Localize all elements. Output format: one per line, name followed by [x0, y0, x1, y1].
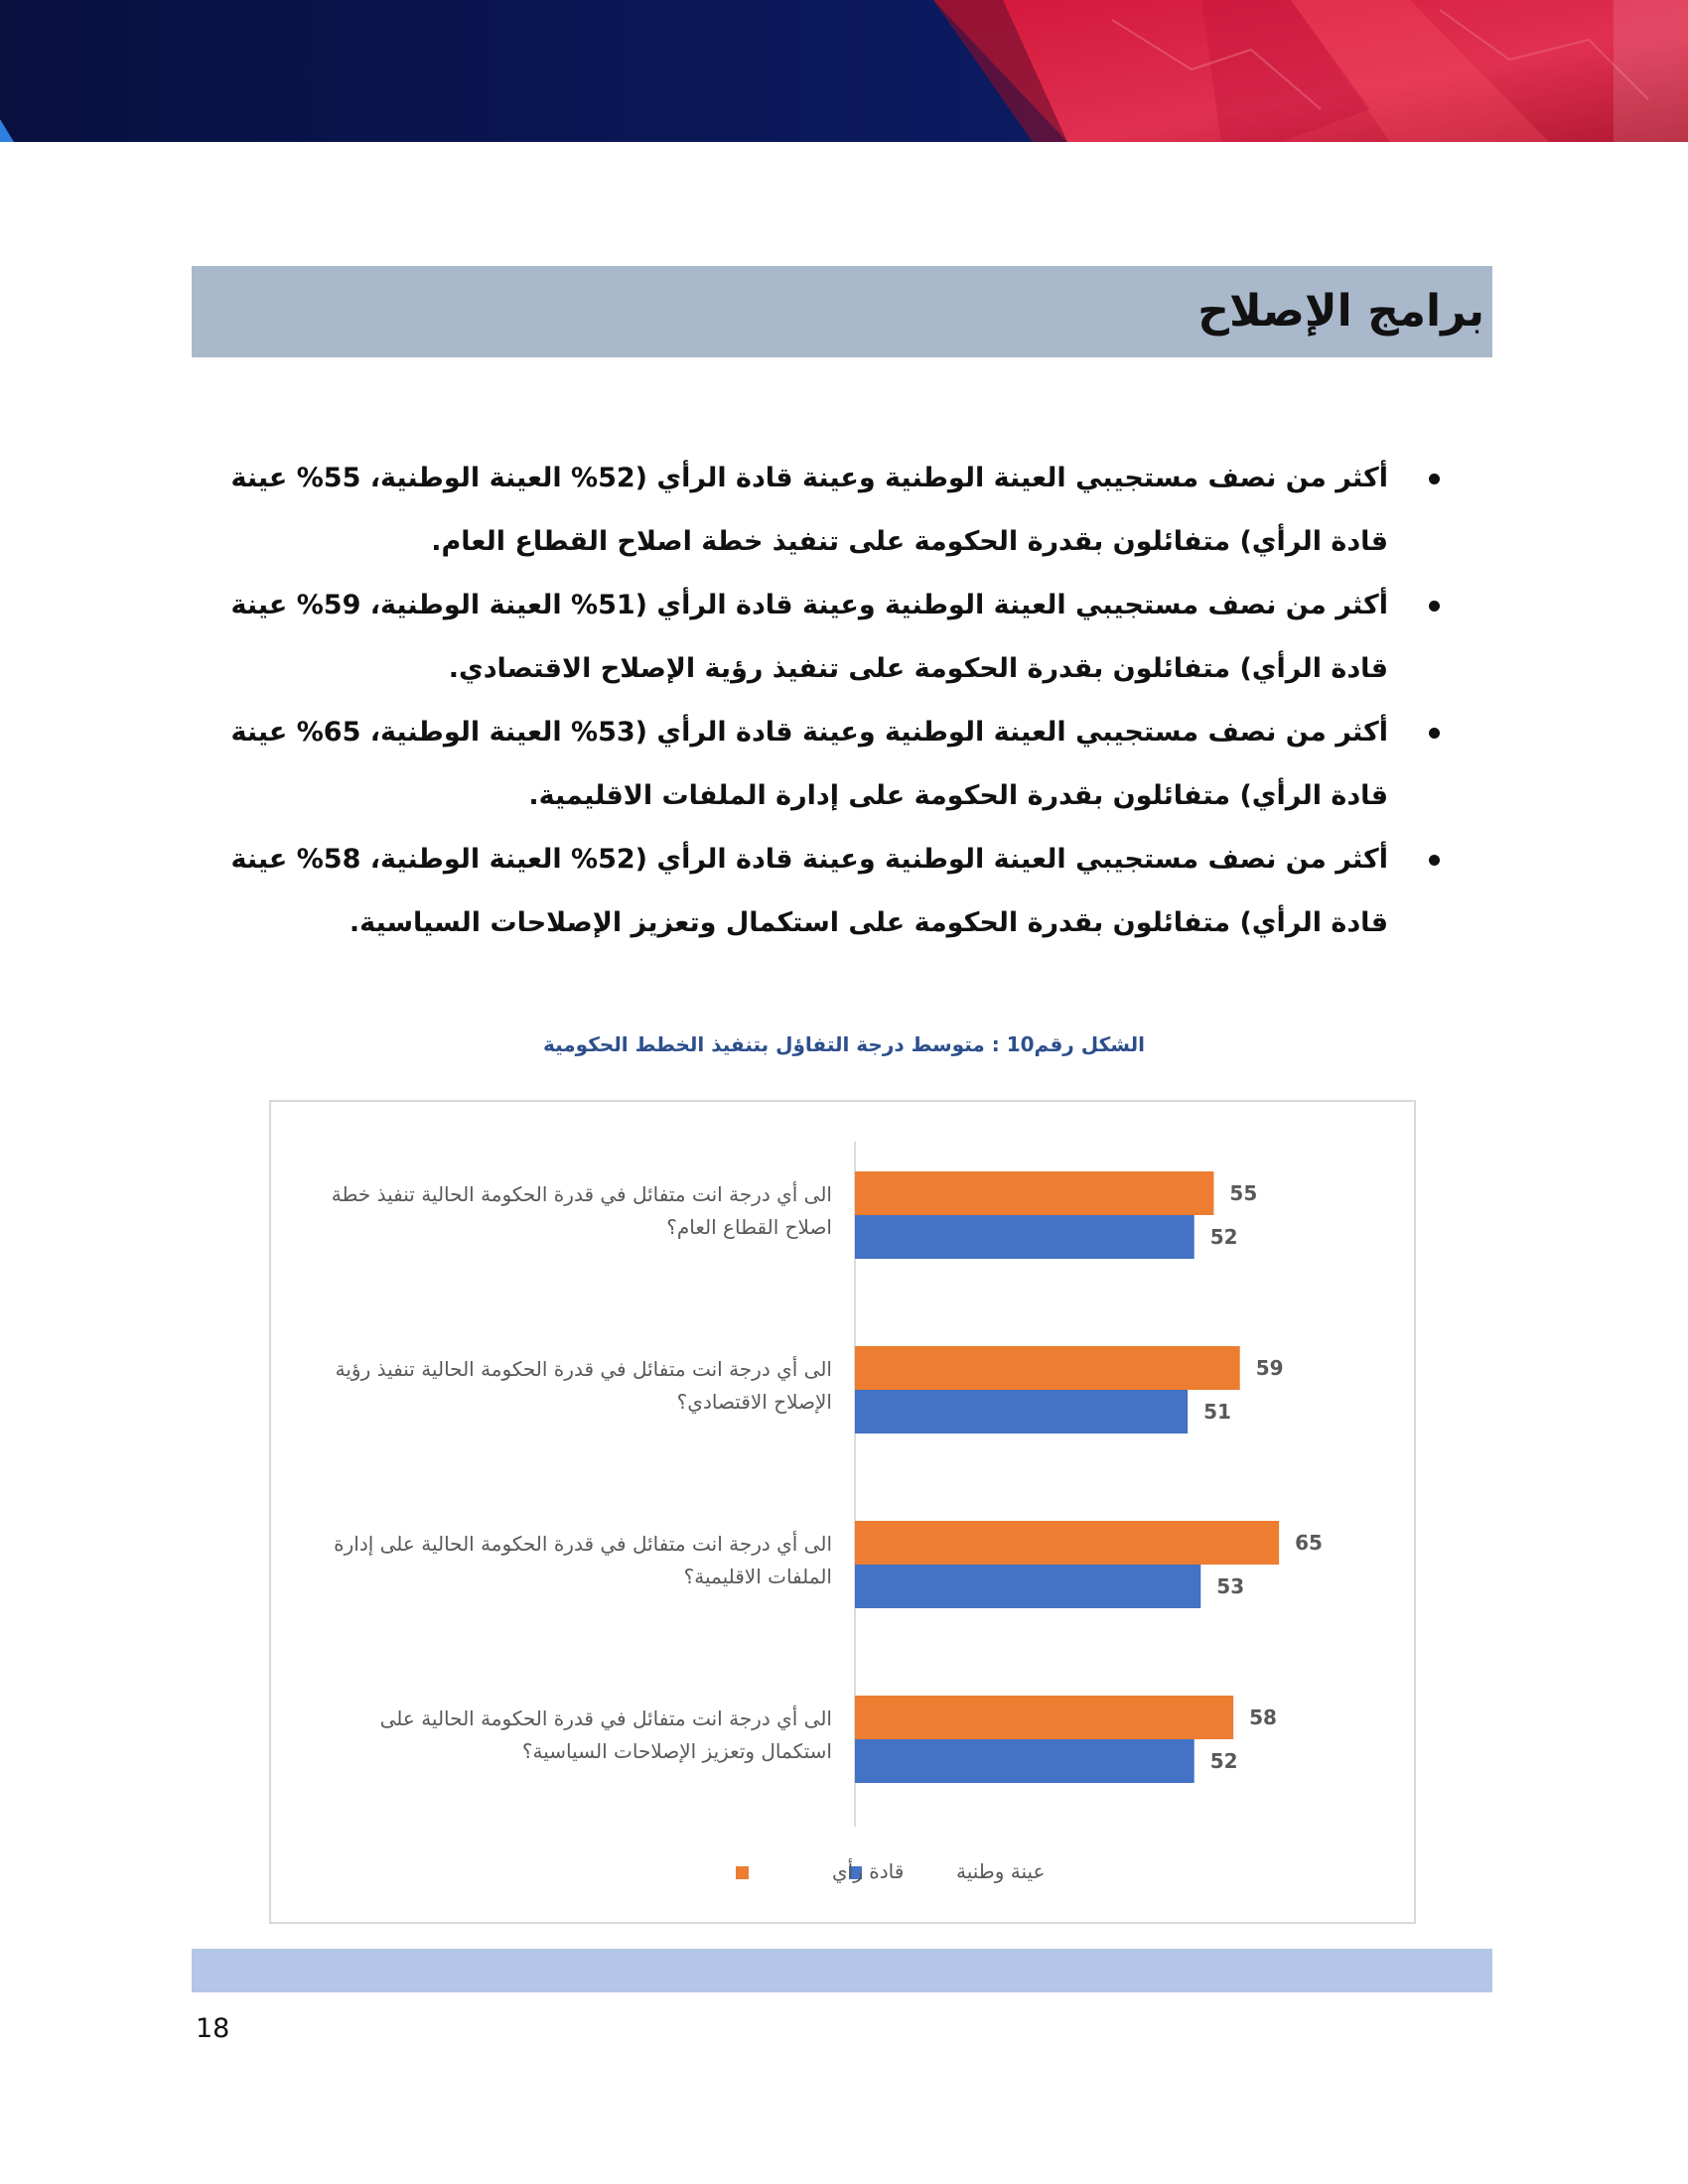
finding-item: أكثر من نصف مستجيبي العينة الوطنية وعينة قادة الرأي (52% العينة الوطنية، 55% عينة قادة الرأي) متفائلون بقدرة الحكومة على تنفيذ خطة اصلاح القطاع العام.	[228, 447, 1440, 574]
category-label: اصلاح القطاع العام؟	[666, 1215, 832, 1239]
bar-national	[855, 1215, 1195, 1259]
bar-leaders	[855, 1346, 1240, 1390]
bar-national	[855, 1390, 1188, 1433]
category-label: الى أي درجة انت متفائل في قدرة الحكومة الحالية تنفيذ رؤية	[335, 1357, 832, 1381]
legend-label-national: عينة وطنية	[956, 1859, 1046, 1883]
category-label: الى أي درجة انت متفائل في قدرة الحكومة الحالية على	[379, 1706, 832, 1730]
data-label: 65	[1295, 1531, 1323, 1555]
footer-band	[192, 1949, 1492, 1992]
chart-container	[269, 1100, 1416, 1924]
section-title: برامج الإصلاح	[1197, 286, 1484, 337]
legend-label-leaders: قادة رأي	[832, 1859, 905, 1883]
bar-national	[855, 1739, 1195, 1783]
bar-national	[855, 1565, 1200, 1608]
finding-item: أكثر من نصف مستجيبي العينة الوطنية وعينة قادة الرأي (53% العينة الوطنية، 65% عينة قادة الرأي) متفائلون بقدرة الحكومة على إدارة الملفات الاقليمية.	[228, 701, 1440, 828]
legend-swatch-leaders	[736, 1866, 749, 1879]
category-label: الى أي درجة انت متفائل في قدرة الحكومة الحالية على إدارة	[334, 1532, 832, 1556]
header-banner	[0, 0, 1688, 142]
page-number: 18	[196, 2013, 230, 2044]
data-label: 55	[1229, 1181, 1258, 1205]
bar-leaders	[855, 1696, 1233, 1739]
data-label: 59	[1255, 1356, 1284, 1380]
bar-leaders	[855, 1171, 1213, 1215]
data-label: 53	[1216, 1574, 1245, 1598]
finding-item: أكثر من نصف مستجيبي العينة الوطنية وعينة قادة الرأي (51% العينة الوطنية، 59% عينة قادة الرأي) متفائلون بقدرة الحكومة على تنفيذ رؤية الإصلاح الاقتصادي.	[228, 574, 1440, 701]
category-label: استكمال وتعزيز الإصلاحات السياسية؟	[521, 1739, 832, 1763]
figure-caption: الشكل رقم10 : متوسط درجة التفاؤل بتنفيذ الخطط الحكومية	[542, 1032, 1145, 1056]
category-label: الملفات الاقليمية؟	[683, 1565, 832, 1588]
category-label: الإصلاح الاقتصادي؟	[676, 1390, 832, 1414]
findings-list	[228, 447, 1440, 955]
data-label: 58	[1249, 1706, 1277, 1729]
bar-leaders	[855, 1521, 1279, 1565]
data-label: 52	[1209, 1749, 1238, 1773]
data-label: 52	[1209, 1225, 1238, 1249]
category-label: الى أي درجة انت متفائل في قدرة الحكومة الحالية تنفيذ خطة	[331, 1182, 832, 1206]
bar-chart	[271, 1102, 1414, 1922]
finding-item: أكثر من نصف مستجيبي العينة الوطنية وعينة قادة الرأي (52% العينة الوطنية، 58% عينة قادة الرأي) متفائلون بقدرة الحكومة على استكمال وتعزيز الإصلاحات السياسية.	[228, 828, 1440, 955]
banner-graphic	[0, 0, 1688, 142]
data-label: 51	[1203, 1400, 1231, 1424]
section-header-band	[192, 266, 1492, 357]
